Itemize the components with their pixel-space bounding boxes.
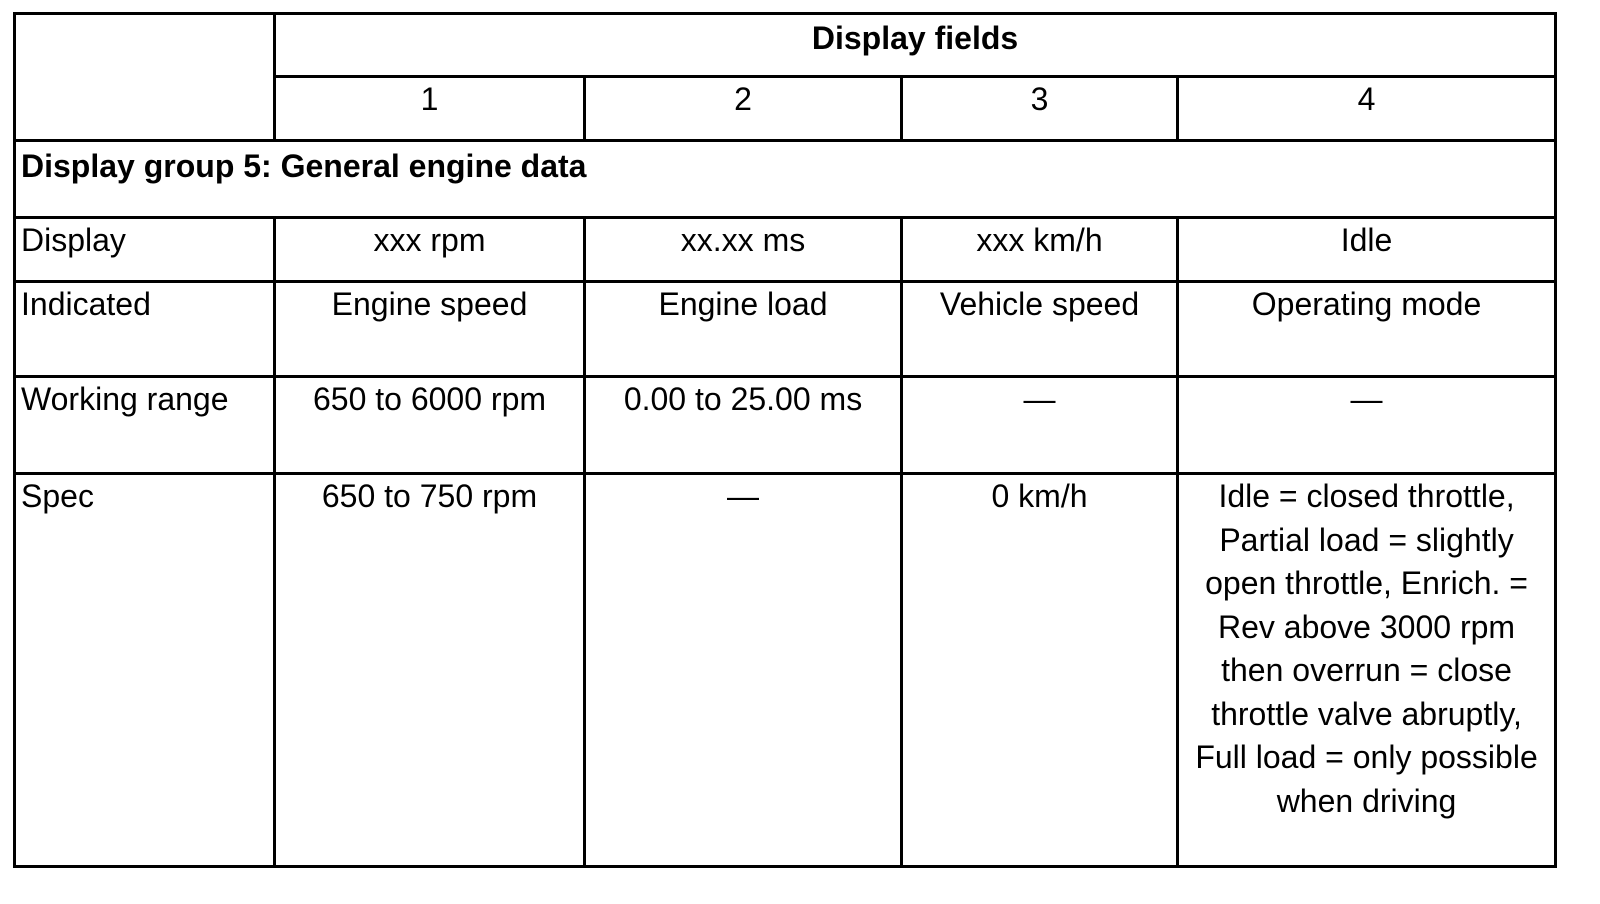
row-label-working-range: Working range [15, 377, 275, 474]
display-group-table [13, 12, 1557, 868]
corner-cell [15, 14, 275, 141]
display-fields-heading: Display fields [275, 14, 1556, 77]
field-number-4: 4 [1178, 77, 1556, 141]
table-row-spec [15, 474, 1556, 867]
field-number-3: 3 [902, 77, 1178, 141]
cell-indicated-3: Vehicle speed [902, 282, 1178, 377]
cell-indicated-4: Operating mode [1178, 282, 1556, 377]
cell-working-range-1: 650 to 6000 rpm [275, 377, 585, 474]
spec-operating-mode-text: Idle = closed throttle, Partial load = slightly open throttle, Enrich. = Rev above 3000 rpm then overrun = close throttle valve abruptly, Full load = only possible when driving [1195, 478, 1538, 819]
group-title-row [15, 141, 1556, 218]
table-row-indicated [15, 282, 1556, 377]
cell-spec-3: 0 km/h [902, 474, 1178, 867]
cell-working-range-2: 0.00 to 25.00 ms [585, 377, 902, 474]
cell-display-1: xxx rpm [275, 218, 585, 282]
field-number-1: 1 [275, 77, 585, 141]
display-group-title: Display group 5: General engine data [15, 141, 1556, 218]
cell-display-3: xxx km/h [902, 218, 1178, 282]
row-label-spec: Spec [15, 474, 275, 867]
row-label-indicated: Indicated [15, 282, 275, 377]
cell-working-range-3: — [902, 377, 1178, 474]
cell-display-2: xx.xx ms [585, 218, 902, 282]
field-number-2: 2 [585, 77, 902, 141]
row-label-display: Display [15, 218, 275, 282]
table-row-display [15, 218, 1556, 282]
cell-spec-4 [1178, 474, 1556, 867]
cell-display-4: Idle [1178, 218, 1556, 282]
cell-spec-1: 650 to 750 rpm [275, 474, 585, 867]
table-row-working-range [15, 377, 1556, 474]
cell-spec-2: — [585, 474, 902, 867]
cell-indicated-1: Engine speed [275, 282, 585, 377]
cell-indicated-2: Engine load [585, 282, 902, 377]
header-row-group [15, 14, 1556, 77]
cell-working-range-4: — [1178, 377, 1556, 474]
